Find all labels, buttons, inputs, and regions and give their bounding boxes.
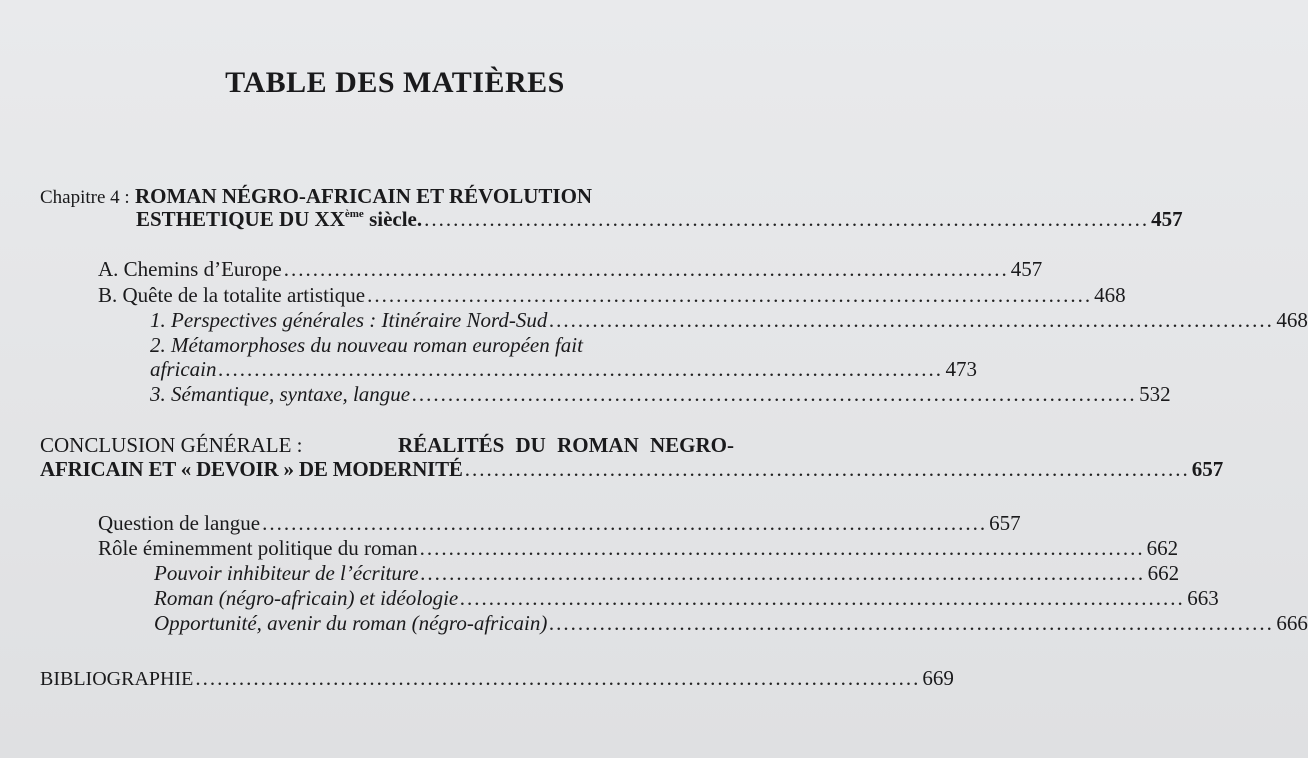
- entry-label: A. Chemins d’Europe: [98, 257, 282, 281]
- conclusion-prefix: CONCLUSION GÉNÉRALE :: [40, 433, 303, 457]
- page-number: 657: [989, 511, 1021, 535]
- page-number: 457: [1010, 257, 1043, 281]
- chapter4-title-line1: ROMAN NÉGRO-AFRICAIN ET RÉVOLUTION: [134, 184, 593, 208]
- toc-entry-pouvoir[interactable]: [154, 560, 1180, 586]
- dot-leader: ....................................................................................................: [195, 666, 921, 690]
- entry-label: 1. Perspectives générales : Itinéraire Nord-Sud: [150, 308, 548, 332]
- page-number: 473: [945, 357, 977, 381]
- dot-leader: ....................................................................................................: [412, 382, 1138, 406]
- toc-entry-sub-1[interactable]: [150, 307, 1308, 333]
- toc-entry-question-langue[interactable]: [98, 510, 1021, 536]
- dot-leader: ....................................................................................................: [218, 357, 944, 381]
- entry-label: B. Quête de la totalite artistique: [98, 283, 366, 307]
- dot-leader: ....................................................................................................: [420, 561, 1146, 585]
- page-number: 532: [1139, 382, 1171, 406]
- toc-entry-section-a[interactable]: [98, 256, 1043, 282]
- entry-label: Question de langue: [98, 511, 261, 535]
- dot-leader: ....................................................................................................: [262, 511, 988, 535]
- entry-label: Opportunité, avenir du roman (négro-africain): [154, 611, 548, 635]
- page-number: 666: [1276, 611, 1308, 635]
- dot-leader: ....................................................................................................: [460, 586, 1186, 610]
- toc-entry-role-politique[interactable]: [98, 535, 1179, 561]
- page-number: 457: [1151, 207, 1183, 231]
- entry-label: BIBLIOGRAPHIE: [40, 668, 194, 690]
- entry-label: Rôle éminemment politique du roman: [98, 536, 418, 560]
- conclusion-heading-line1: [40, 432, 734, 458]
- toc-entry-conclusion[interactable]: [40, 456, 1224, 482]
- page-number: 669: [922, 666, 954, 690]
- dot-leader: ....................................................................................................: [464, 457, 1190, 481]
- sub-2-label-line1: 2. Métamorphoses du nouveau roman européen fait: [150, 333, 583, 357]
- page-number: 662: [1147, 561, 1180, 585]
- page-number: 468: [1276, 308, 1308, 332]
- page-number: 662: [1146, 536, 1179, 560]
- toc-entry-sub-2[interactable]: [150, 356, 977, 382]
- entry-label: 3. Sémantique, syntaxe, langue: [150, 382, 411, 406]
- toc-entry-ideologie[interactable]: [154, 585, 1219, 611]
- conclusion-title-line1: RÉALITÉS DU ROMAN NEGRO-: [398, 433, 734, 457]
- dot-leader: ....................................................................................................: [549, 308, 1275, 332]
- conclusion-title-line2: AFRICAIN ET « DEVOIR » DE MODERNITÉ: [40, 457, 463, 481]
- dot-leader: ....................................................................................................: [424, 207, 1150, 231]
- page-title: TABLE DES MATIÈRES: [225, 66, 565, 99]
- dot-leader: ....................................................................................................: [283, 257, 1009, 281]
- page-number: 663: [1187, 586, 1219, 610]
- toc-entry-opportunite[interactable]: [154, 610, 1308, 636]
- toc-entry-sub-3[interactable]: [150, 381, 1171, 407]
- dot-leader: ....................................................................................................: [419, 536, 1145, 560]
- toc-entry-section-b[interactable]: [98, 282, 1126, 308]
- chapter4-title-line2: ESTHETIQUE DU XXème siècle.: [136, 207, 423, 231]
- toc-entry-chapter4[interactable]: [136, 206, 1183, 232]
- entry-label: africain: [150, 357, 217, 381]
- page-number: 657: [1191, 457, 1224, 481]
- entry-label: Pouvoir inhibiteur de l’écriture: [154, 561, 419, 585]
- toc-entry-bibliographie[interactable]: [40, 665, 954, 692]
- page-number: 468: [1094, 283, 1126, 307]
- entry-label: Roman (négro-africain) et idéologie: [154, 586, 459, 610]
- chapter4-prefix: Chapitre 4 :: [40, 187, 130, 208]
- dot-leader: ....................................................................................................: [549, 611, 1275, 635]
- dot-leader: ....................................................................................................: [367, 283, 1093, 307]
